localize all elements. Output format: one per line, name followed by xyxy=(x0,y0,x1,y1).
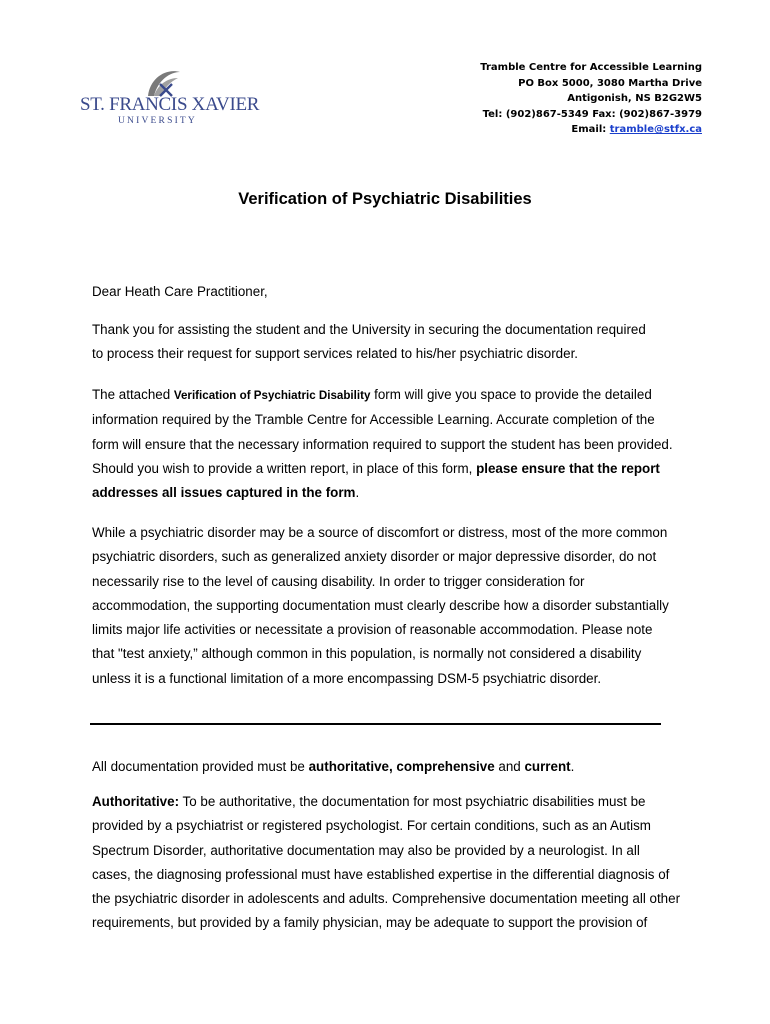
paragraph-line: psychiatric disorders, such as generalized anxiety disorder or major depressive disorder, do not xyxy=(92,549,657,565)
text-run: To be authoritative, the documentation for most psychiatric disabilities must be xyxy=(179,794,646,809)
paragraph-line: Thank you for assisting the student and the University in securing the documentation required xyxy=(92,322,646,337)
paragraph-line: While a psychiatric disorder may be a source of discomfort or distress, most of the more common xyxy=(92,525,668,540)
email-link[interactable]: tramble@stfx.ca xyxy=(609,124,702,136)
contact-po-box: PO Box 5000, 3080 Martha Drive xyxy=(518,77,702,89)
paragraph-line: Spectrum Disorder, authoritative documentation may also be provided by a neurologist. In all xyxy=(92,842,640,858)
paragraph-line xyxy=(92,481,722,505)
paragraph-line xyxy=(92,383,722,408)
page-title: Verification of Psychiatric Disabilities xyxy=(238,190,532,208)
text-run: form will give you space to provide the detailed xyxy=(370,387,652,402)
salutation xyxy=(92,280,722,304)
text-run: Should you wish to provide a written report, in place of this form, xyxy=(92,460,477,476)
text-run: All documentation provided must be xyxy=(92,759,309,774)
paragraph-intro xyxy=(92,318,722,367)
paragraph-disorder-note xyxy=(92,521,722,691)
text-run: and xyxy=(494,759,525,774)
paragraph-line: accommodation, the supporting documentation must clearly describe how a disorder substantially xyxy=(92,597,669,613)
logo-sub-text: UNIVERSITY xyxy=(118,116,197,126)
paragraph-authoritative xyxy=(92,790,722,936)
section-label: Authoritative: xyxy=(92,794,180,809)
contact-email-row xyxy=(480,122,702,138)
paragraph-documentation xyxy=(92,755,722,779)
contact-city: Antigonish, NS B2G2W5 xyxy=(567,93,702,105)
contact-phone-fax: Tel: (902)867-5349 Fax: (902)867-3979 xyxy=(482,108,702,120)
contact-email-label: Email: xyxy=(571,124,610,136)
paragraph-line: form will ensure that the necessary information required to support the student has been provided. xyxy=(92,436,673,452)
text-run: . xyxy=(355,485,360,501)
salutation-text: Dear Heath Care Practitioner, xyxy=(92,284,268,299)
paragraph-line: the psychiatric disorder in adolescents and adults. Comprehensive documentation meeting all other xyxy=(92,891,681,907)
paragraph-line: limits major life activities or necessitate a provision of reasonable accommodation. Please note xyxy=(92,622,653,638)
emphasis-bold: please ensure that the report xyxy=(476,460,660,476)
paragraph-form-info xyxy=(92,383,722,505)
text-run: The attached xyxy=(92,387,174,402)
section-divider xyxy=(90,723,661,725)
contact-centre-name: Tramble Centre for Accessible Learning xyxy=(480,62,702,73)
paragraph-line xyxy=(92,755,722,779)
paragraph-line: necessarily rise to the level of causing disability. In order to trigger consideration for xyxy=(92,573,585,589)
paragraph-line xyxy=(92,790,722,814)
paragraph-line: requirements, but provided by a family physician, may be adequate to support the provision of xyxy=(92,915,648,931)
paragraph-line: cases, the diagnosing professional must have established expertise in the differential diagnosis of xyxy=(92,866,670,882)
paragraph-line: to process their request for support services related to his/her psychiatric disorder. xyxy=(92,346,579,362)
emphasis-bold: addresses all issues captured in the form xyxy=(92,485,356,501)
paragraph-line xyxy=(92,457,722,481)
paragraph-line: provided by a psychiatrist or registered psychologist. For certain conditions, such as an Autism xyxy=(92,818,651,834)
contact-block xyxy=(480,60,702,138)
paragraph-line: information required by the Tramble Centre for Accessible Learning. Accurate completion of the xyxy=(92,412,655,428)
form-name-bold: Verification of Psychiatric Disability xyxy=(173,389,371,402)
emphasis-bold: current xyxy=(524,759,571,774)
logo-name-text: ST. FRANCIS XAVIER xyxy=(80,94,260,115)
paragraph-line: that "test anxiety,” although common in this population, is normally not considered a disability xyxy=(92,646,642,662)
text-run: . xyxy=(570,759,575,774)
university-logo xyxy=(80,66,260,130)
paragraph-line: unless it is a functional limitation of a more encompassing DSM-5 psychiatric disorder. xyxy=(92,670,602,686)
emphasis-bold: authoritative, comprehensive xyxy=(308,759,495,774)
